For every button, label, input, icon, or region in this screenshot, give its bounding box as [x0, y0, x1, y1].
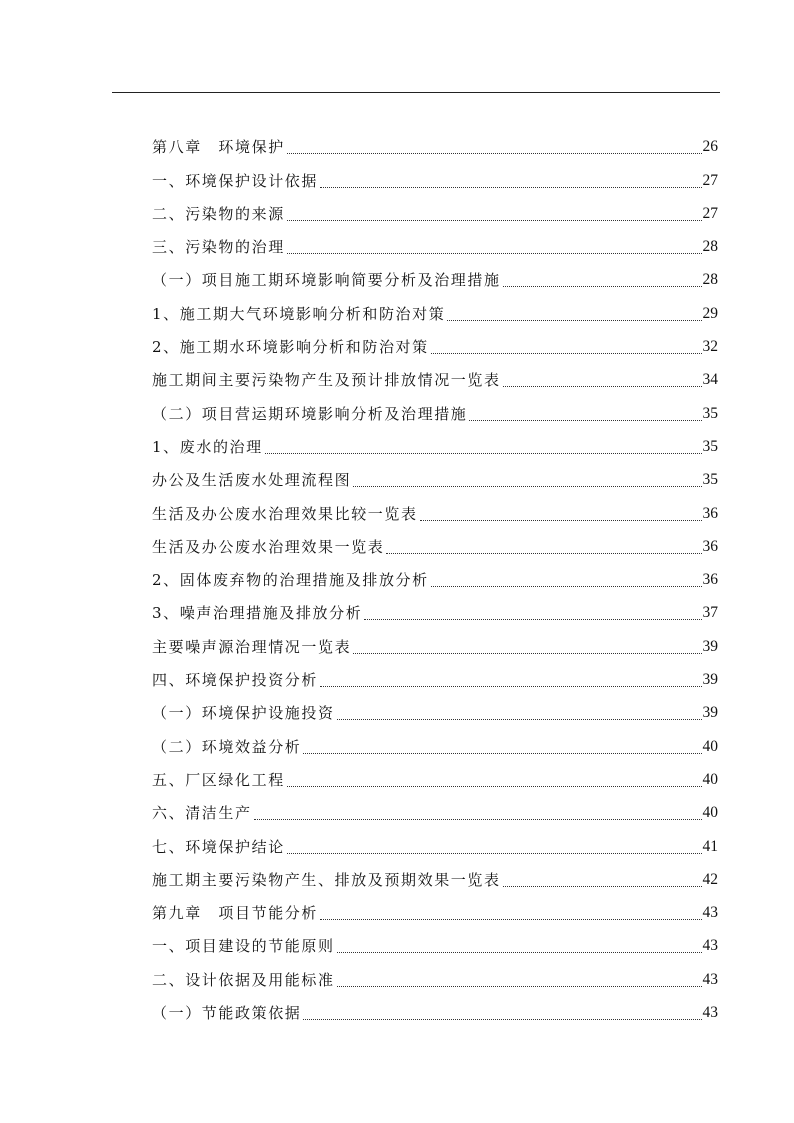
toc-entry-title: 施工期主要污染物产生、排放及预期效果一览表: [152, 870, 501, 889]
toc-entry-title: （一）节能政策依据: [152, 1004, 302, 1023]
toc-dot-leader: [431, 572, 702, 587]
toc-entry-title: 第九章 项目节能分析: [152, 904, 319, 923]
toc-dot-leader: [353, 639, 701, 654]
toc-entry[interactable]: [152, 224, 718, 257]
toc-entry-title: 第八章 环境保护: [152, 138, 285, 157]
toc-entry[interactable]: [152, 191, 718, 224]
toc-entry-title: （一）项目施工期环境影响简要分析及治理措施: [152, 271, 501, 290]
toc-entry-page: 40: [702, 804, 718, 822]
toc-dot-leader: [320, 173, 701, 188]
toc-entry[interactable]: [152, 657, 718, 690]
toc-dot-leader: [303, 739, 701, 754]
toc-entry[interactable]: [152, 424, 718, 457]
toc-entry-title: 二、设计依据及用能标准: [152, 970, 335, 989]
toc-dot-leader: [353, 472, 701, 487]
toc-entry[interactable]: [152, 490, 718, 523]
toc-dot-leader: [364, 605, 701, 620]
toc-entry[interactable]: [152, 857, 718, 890]
toc-entry-title: 1、施工期大气环境影响分析和防治对策: [152, 304, 446, 323]
toc-entry[interactable]: [152, 290, 718, 323]
toc-entry-page: 41: [702, 837, 718, 855]
toc-entry-title: 2、固体废弃物的治理措施及排放分析: [152, 571, 429, 590]
toc-entry-page: 27: [702, 171, 718, 189]
toc-entry-page: 40: [702, 737, 718, 755]
toc-entry-page: 39: [702, 637, 718, 655]
toc-dot-leader: [469, 406, 701, 421]
toc-entry-title: 主要噪声源治理情况一览表: [152, 637, 352, 656]
toc-dot-leader: [337, 705, 702, 720]
toc-entry-title: 生活及办公废水治理效果比较一览表: [152, 504, 418, 523]
toc-entry[interactable]: [152, 457, 718, 490]
toc-dot-leader: [337, 938, 702, 953]
toc-entry[interactable]: [152, 890, 718, 923]
toc-entry[interactable]: [152, 823, 718, 856]
toc-entry-page: 35: [702, 437, 718, 455]
toc-entry[interactable]: [152, 923, 718, 956]
toc-entry-page: 36: [702, 571, 718, 589]
toc-entry[interactable]: [152, 524, 718, 557]
toc-entry-title: 1、废水的治理: [152, 437, 263, 456]
toc-entry-title: （二）环境效益分析: [152, 737, 302, 756]
toc-entry[interactable]: [152, 557, 718, 590]
toc-dot-leader: [386, 539, 701, 554]
table-of-contents: [152, 124, 718, 1023]
toc-dot-leader: [303, 1005, 701, 1020]
toc-entry[interactable]: [152, 990, 718, 1023]
toc-entry[interactable]: [152, 956, 718, 989]
toc-dot-leader: [287, 139, 702, 154]
toc-entry-page: 43: [702, 937, 718, 955]
toc-entry-page: 42: [702, 870, 718, 888]
toc-dot-leader: [503, 872, 702, 887]
toc-entry-title: 办公及生活废水处理流程图: [152, 471, 352, 490]
toc-entry-title: 施工期间主要污染物产生及预计排放情况一览表: [152, 371, 501, 390]
toc-dot-leader: [431, 339, 702, 354]
toc-entry[interactable]: [152, 157, 718, 190]
toc-entry[interactable]: [152, 690, 718, 723]
toc-dot-leader: [503, 372, 702, 387]
toc-entry-page: 37: [702, 604, 718, 622]
toc-dot-leader: [320, 672, 701, 687]
toc-entry-title: 三、污染物的治理: [152, 238, 285, 257]
toc-dot-leader: [287, 839, 702, 854]
toc-entry[interactable]: [152, 723, 718, 756]
toc-entry-page: 28: [702, 238, 718, 256]
toc-dot-leader: [265, 439, 702, 454]
toc-entry-page: 32: [702, 338, 718, 356]
toc-entry-page: 43: [702, 970, 718, 988]
toc-entry-title: 二、污染物的来源: [152, 204, 285, 223]
toc-entry[interactable]: [152, 324, 718, 357]
toc-entry[interactable]: [152, 623, 718, 656]
toc-entry-title: 3、噪声治理措施及排放分析: [152, 604, 363, 623]
toc-entry[interactable]: [152, 124, 718, 157]
toc-entry-page: 39: [702, 704, 718, 722]
toc-entry-page: 43: [702, 1004, 718, 1022]
toc-entry[interactable]: [152, 257, 718, 290]
toc-entry-page: 35: [702, 471, 718, 489]
toc-entry[interactable]: [152, 357, 718, 390]
toc-entry-page: 28: [702, 271, 718, 289]
toc-dot-leader: [420, 506, 702, 521]
toc-entry-title: 一、项目建设的节能原则: [152, 937, 335, 956]
toc-entry-page: 36: [702, 504, 718, 522]
toc-entry-page: 29: [702, 304, 718, 322]
toc-entry-title: 四、环境保护投资分析: [152, 671, 319, 690]
toc-entry[interactable]: [152, 590, 718, 623]
toc-entry[interactable]: [152, 790, 718, 823]
toc-dot-leader: [337, 972, 702, 987]
toc-entry-page: 35: [702, 404, 718, 422]
toc-entry-page: 43: [702, 904, 718, 922]
toc-dot-leader: [287, 239, 702, 254]
toc-dot-leader: [503, 272, 702, 287]
toc-entry-page: 26: [702, 138, 718, 156]
toc-entry-page: 39: [702, 671, 718, 689]
toc-entry-page: 34: [702, 371, 718, 389]
toc-dot-leader: [287, 206, 702, 221]
toc-entry-title: 六、清洁生产: [152, 804, 252, 823]
toc-entry-title: 一、环境保护设计依据: [152, 171, 319, 190]
toc-entry-title: 五、厂区绿化工程: [152, 770, 285, 789]
header-rule: [112, 92, 720, 93]
toc-entry-page: 36: [702, 537, 718, 555]
toc-entry-title: 2、施工期水环境影响分析和防治对策: [152, 338, 429, 357]
toc-entry-title: 七、环境保护结论: [152, 837, 285, 856]
toc-entry[interactable]: [152, 757, 718, 790]
toc-entry-page: 40: [702, 770, 718, 788]
toc-entry-page: 27: [702, 204, 718, 222]
toc-entry[interactable]: [152, 390, 718, 423]
toc-dot-leader: [254, 805, 702, 820]
toc-entry-title: （二）项目营运期环境影响分析及治理措施: [152, 404, 468, 423]
toc-dot-leader: [320, 905, 701, 920]
toc-entry-title: （一）环境保护设施投资: [152, 704, 335, 723]
toc-dot-leader: [287, 772, 702, 787]
toc-entry-title: 生活及办公废水治理效果一览表: [152, 537, 385, 556]
toc-dot-leader: [447, 306, 701, 321]
